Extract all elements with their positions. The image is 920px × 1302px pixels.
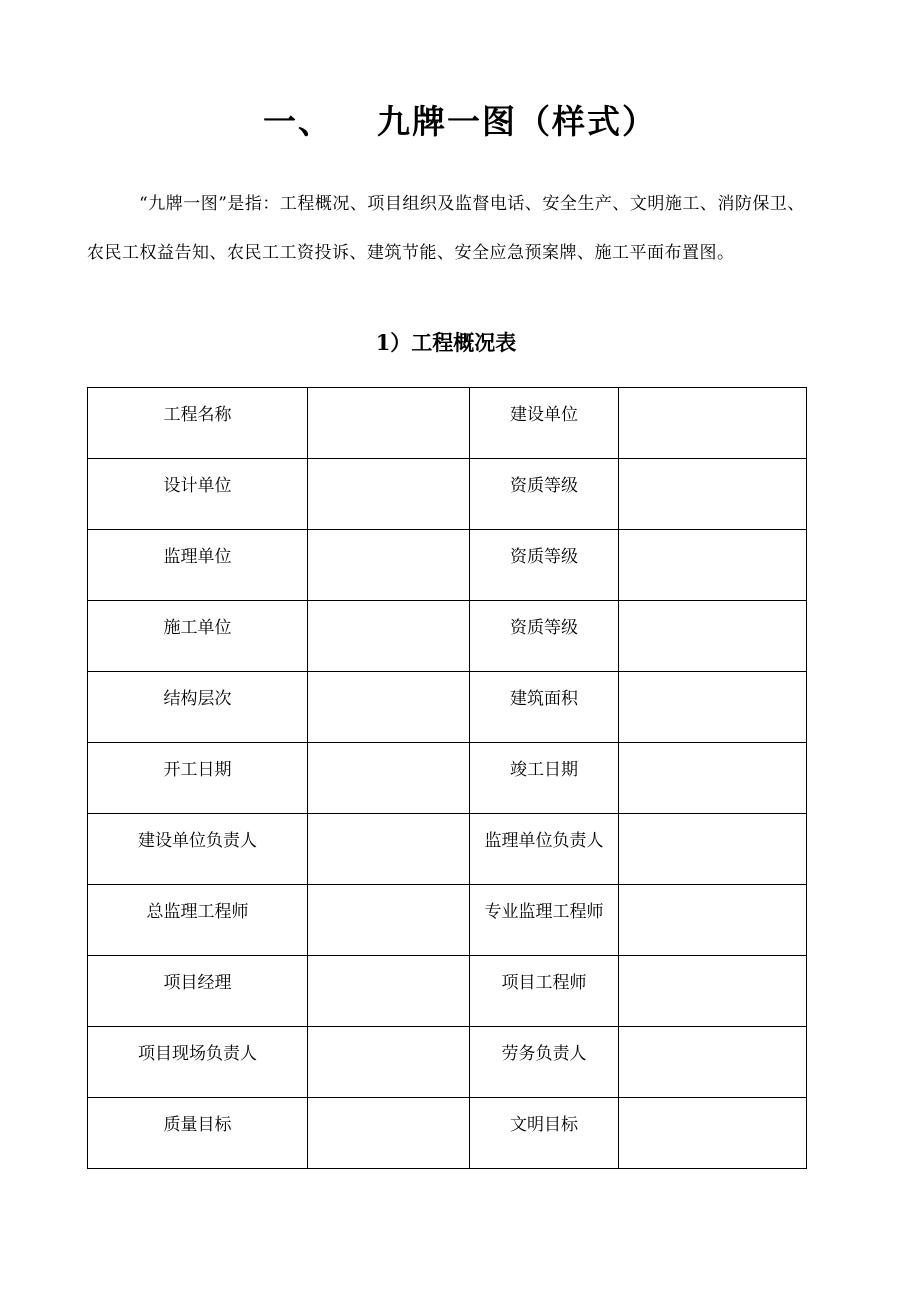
right-label-cell: 建设单位 <box>470 388 619 459</box>
right-value-cell <box>619 601 807 672</box>
left-value-cell <box>308 743 470 814</box>
left-value-cell <box>308 459 470 530</box>
right-value-cell <box>619 1098 807 1169</box>
left-value-cell <box>308 885 470 956</box>
right-value-cell <box>619 956 807 1027</box>
right-value-cell <box>619 530 807 601</box>
table-row <box>88 743 807 814</box>
table-title: 1）工程概况表 <box>375 330 517 355</box>
right-value-cell <box>619 459 807 530</box>
table-row <box>88 601 807 672</box>
heading-title: 九牌一图（样式） <box>377 102 657 141</box>
right-label-cell: 资质等级 <box>470 601 619 672</box>
right-value-cell <box>619 672 807 743</box>
right-value-cell <box>619 885 807 956</box>
left-value-cell <box>308 601 470 672</box>
left-value-cell <box>308 956 470 1027</box>
left-value-cell <box>308 1027 470 1098</box>
table-row <box>88 956 807 1027</box>
table-row <box>88 672 807 743</box>
right-label-cell: 项目工程师 <box>470 956 619 1027</box>
left-value-cell <box>308 388 470 459</box>
left-label-cell: 项目经理 <box>88 956 308 1027</box>
heading-number: 一、 <box>263 102 333 141</box>
intro-paragraph: “九牌一图”是指：工程概况、项目组织及监督电话、安全生产、文明施工、消防保卫、农民工权益告知、农民工工资投诉、建筑节能、安全应急预案牌、施工平面布置图。 <box>87 194 805 263</box>
right-value-cell <box>619 1027 807 1098</box>
right-label-cell: 竣工日期 <box>470 743 619 814</box>
left-label-cell: 监理单位 <box>88 530 308 601</box>
right-label-cell: 资质等级 <box>470 459 619 530</box>
right-label-cell: 专业监理工程师 <box>470 885 619 956</box>
table-row <box>88 388 807 459</box>
table-row <box>88 459 807 530</box>
right-label-cell: 资质等级 <box>470 530 619 601</box>
left-label-cell: 建设单位负责人 <box>88 814 308 885</box>
left-label-cell: 开工日期 <box>88 743 308 814</box>
right-value-cell <box>619 743 807 814</box>
right-label-cell: 建筑面积 <box>470 672 619 743</box>
table-row <box>88 885 807 956</box>
left-value-cell <box>308 530 470 601</box>
right-label-cell: 劳务负责人 <box>470 1027 619 1098</box>
right-label-cell: 监理单位负责人 <box>470 814 619 885</box>
right-label-cell: 文明目标 <box>470 1098 619 1169</box>
table-row <box>88 530 807 601</box>
left-label-cell: 质量目标 <box>88 1098 308 1169</box>
right-value-cell <box>619 388 807 459</box>
table-row <box>88 1027 807 1098</box>
left-label-cell: 施工单位 <box>88 601 308 672</box>
left-label-cell: 结构层次 <box>88 672 308 743</box>
right-value-cell <box>619 814 807 885</box>
table-row <box>88 1098 807 1169</box>
left-label-cell: 项目现场负责人 <box>88 1027 308 1098</box>
project-overview-table <box>87 387 807 1169</box>
left-label-cell: 设计单位 <box>88 459 308 530</box>
left-value-cell <box>308 814 470 885</box>
left-value-cell <box>308 1098 470 1169</box>
page-heading <box>0 98 920 146</box>
left-label-cell: 工程名称 <box>88 388 308 459</box>
left-label-cell: 总监理工程师 <box>88 885 308 956</box>
left-value-cell <box>308 672 470 743</box>
table-row <box>88 814 807 885</box>
